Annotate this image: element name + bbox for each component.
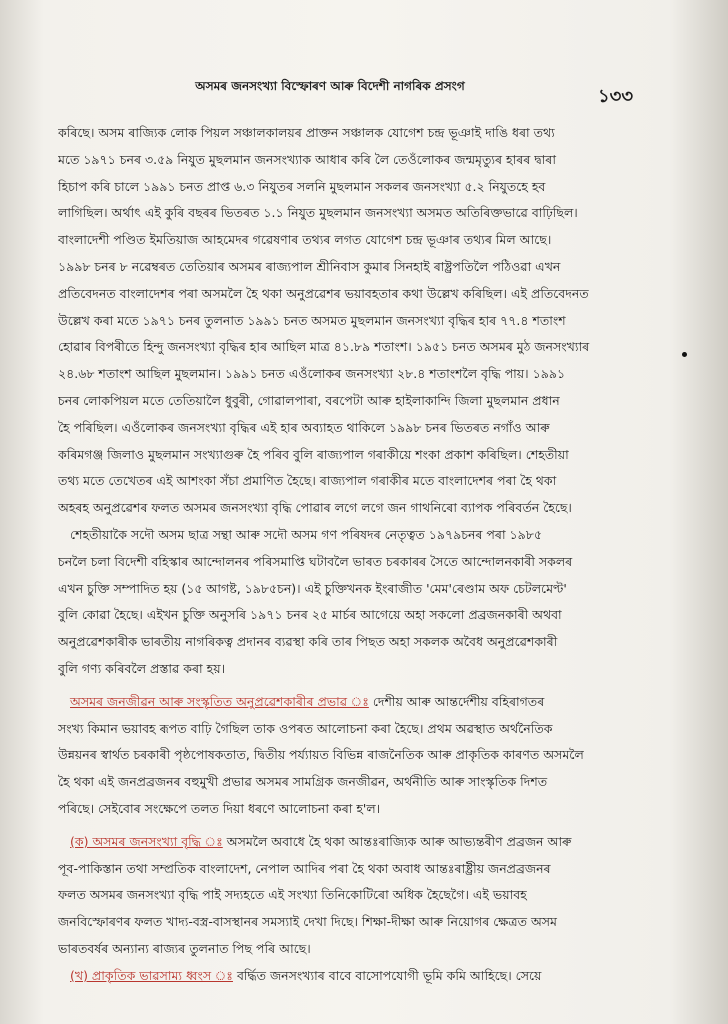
text-line: লাগিছিল। অৰ্থাৎ এই কুৰি বছৰৰ ভিতৰত ১.১ নিযুত মুছলমান জনসংখ্যা অসমত অতিৰিক্তভাৱে বাঢ়িছিল।: [58, 205, 578, 221]
ink-dot: [682, 352, 687, 357]
section-text: দেশীয় আৰু আন্তৰ্দেশীয় বহিৰাগতৰ: [368, 693, 545, 709]
text-line: প্ৰতিবেদনত বাংলাদেশৰ পৰা অসমলৈ হৈ থকা অনুপ্ৰৱেশৰ ভয়াবহতাৰ কথা উল্লেখ কৰিছিল। এই প্ৰতিবেদনত: [58, 285, 589, 301]
text-line: বুলি গণ্য কৰিবলৈ প্ৰস্তাৱ কৰা হয়।: [58, 660, 226, 676]
text-line: অহৰহ অনুপ্ৰৱেশৰ ফলত অসমৰ জনসংখ্যা বৃদ্ধি পোৱাৰ লগে লগে জন গাথনিৰো ব্যাপক পৰিবৰ্তন হৈছে।: [58, 500, 572, 516]
text-line: হিচাপ কৰি চালে ১৯৯১ চনত প্ৰাপ্ত ৬.৩ নিযুতৰ সলনি মুছলমান সকলৰ জনসংখ্যা ৫.২ নিযুতহে হব: [58, 178, 546, 194]
text-line: সংখ্য কিমান ভয়াবহ ৰূপত বাঢ়ি গৈছিল তাক ওপৰত আলোচনা কৰা হৈছে। প্ৰথম অৱস্থাত অৰ্থনৈতিক: [58, 720, 553, 736]
subsection-a-first-line: [58, 829, 664, 856]
text-line: বাংলাদেশী পণ্ডিত ইমতিয়াজ আহমেদৰ গৱেষণাৰ তথ্যৰ লগত যোগেশ চন্দ্ৰ ভূঞাৰ তথ্যৰ মিল আছে।: [58, 232, 552, 248]
text-line: উল্লেখ কৰা মতে ১৯৭১ চনৰ তুলনাত ১৯৯১ চনত অসমত মুছলমান জনসংখ্যা বৃদ্ধিৰ হাৰ ৭৭.৪ শতাংশ: [58, 312, 566, 328]
text-line: চনৰ লোকপিয়ল মতে তেতিয়ালৈ ধুবুৰী, গোৱালপাৰা, বৰপেটা আৰু হাইলাকান্দি জিলা মুছলমান প্ৰধান: [58, 392, 560, 408]
text-line: মতে ১৯৭১ চনৰ ৩.৫৯ নিযুত মুছলমান জনসংখ্যাক আধাৰ কৰি লৈ তেওঁলোকৰ জন্মমৃত্যুৰ হাৰৰ দ্বাৰা: [58, 151, 556, 167]
subsection-a-heading: (ক) অসমৰ জনসংখ্যা বৃদ্ধি ঃ: [70, 833, 223, 849]
page-body: [58, 120, 664, 990]
text-line: হৈ থকা এই জনপ্ৰব্ৰজনৰ বহুমুখী প্ৰভাৱ অসমৰ সামগ্ৰিক জনজীৱন, অৰ্থনীতি আৰু সাংস্কৃতিক দিশত: [58, 774, 548, 790]
section-heading: অসমৰ জনজীৱন আৰু সংস্কৃতিত অনুপ্ৰৱেশকাৰীৰ প্ৰভাৱ ঃ: [70, 693, 369, 709]
section-first-line: [58, 689, 664, 716]
text-line: বুলি কোৱা হৈছে। এইখন চুক্তি অনুসৰি ১৯৭১ চনৰ ২৫ মাৰ্চৰ আগেয়ে অহা সকলো প্ৰব্ৰজনকাৰী অথবা: [58, 607, 562, 623]
text-line: অনুপ্ৰৱেশকাৰীক ভাৰতীয় নাগৰিকত্ব প্ৰদানৰ ব্যৱস্থা কৰি তাৰ পিছত অহা সকলক অবৈধ অনুপ্ৰৱেশকাৰী: [58, 634, 558, 650]
text-line: ১৯৯৮ চনৰ ৮ নৱেম্বৰত তেতিয়াৰ অসমৰ ৰাজ্যপাল শ্ৰীনিবাস কুমাৰ সিনহাই ৰাষ্ট্ৰপতিলৈ পঠিওৱা এখন: [58, 258, 561, 274]
text-line: পূব-পাকিস্তান তথা সম্প্ৰতিক বাংলাদেশ, নেপাল আদিৰ পৰা হৈ থকা অবাধ আন্তঃৰাষ্ট্ৰীয় জনপ্ৰব্ৰজনৰ: [58, 860, 551, 876]
text-line: জনবিস্ফোৰণৰ ফলত খাদ্য-বস্ত্ৰ-বাসস্থানৰ সমস্যাই দেখা দিছে। শিক্ষা-দীক্ষা আৰু নিয়োগৰ ক্ষেত্ৰত অসম: [58, 914, 557, 930]
page-number: ১৩৩: [598, 86, 634, 107]
text-line: ফলত অসমৰ জনসংখ্যা বৃদ্ধি পাই সদ্যহতে এই সংখ্যা তিনিকোটিৰো অধিক হৈছেগৈ। এই ভয়াবহ: [58, 887, 527, 903]
subsection-b-text: বৰ্দ্ধিত জনসংখ্যাৰ বাবে বাসোপযোগী ভূমি কমি আহিছে। সেয়ে: [232, 967, 542, 983]
text-line: তথ্য মতে তেখেতৰ এই আশংকা সঁচা প্ৰমাণিত হৈছে। ৰাজ্যপাল গৰাকীৰ মতে বাংলাদেশৰ পৰা হৈ থকা: [58, 473, 557, 489]
text-line: কৰিমগঞ্জ জিলাও মুছলমান সংখ্যাগুৰু হৈ পৰিব বুলি ৰাজ্যপাল গৰাকীয়ে শংকা প্ৰকাশ কৰিছিল। শেহতীয়া: [58, 446, 569, 462]
text-line: হোৱাৰ বিপৰীতে হিন্দু জনসংখ্যা বৃদ্ধিৰ হাৰ আছিল মাত্ৰ ৪১.৮৯ শতাংশ। ১৯৫১ চনত অসমৰ মুঠ জনসংখ্যাৰ: [58, 339, 590, 355]
text-line: কৰিছে। অসম ৰাজ্যিক লোক পিয়ল সঞ্চালকালয়ৰ প্ৰাক্তন সঞ্চালক যোগেশ চন্দ্ৰ ভূঞাই দাঙি ধৰা তথ্য: [58, 125, 555, 140]
text-line: পৰিছে। সেইবোৰ সংক্ষেপে তলত দিয়া ধৰণে আলোচনা কৰা হ'ল।: [58, 800, 381, 816]
subsection-a-text: অসমলৈ অবাধে হৈ থকা আন্তঃৰাজ্যিক আৰু আভ্যন্তৰীণ প্ৰব্ৰজন আৰু: [222, 833, 572, 849]
subsection-b-first-line: [58, 963, 664, 990]
subsection-b-heading: (খ) প্ৰাকৃতিক ভাৱসাম্য ধ্বংস ঃ: [70, 967, 233, 983]
text-line: হৈ পৰিছিল। এওঁলোকৰ জনসংখ্যা বৃদ্ধিৰ এই হাৰ অব্যাহত থাকিলে ১৯৯৮ চনৰ ভিতৰত নগাঁও আৰু: [58, 419, 550, 435]
text-line: শেহতীয়াকৈ সদৌ অসম ছাত্ৰ সন্থা আৰু সদৌ অসম গণ পৰিষদৰ নেতৃত্বত ১৯৭৯চনৰ পৰা ১৯৮৫: [70, 526, 542, 542]
text-line: এখন চুক্তি সম্পাদিত হয় (১৫ আগষ্ট, ১৯৮৫চন)। এই চুক্তিখনক ইংৰাজীত 'মেম'ৰেণ্ডাম অফ চেটলমেণ্ট': [58, 580, 567, 596]
text-line: ২৪.৬৮ শতাংশ আছিল মুছলমান। ১৯৯১ চনত এওঁলোকৰ জনসংখ্যা ২৮.৪ শতাংশলৈ বৃদ্ধি পায়। ১৯৯১: [58, 366, 566, 382]
text-line: চনলৈ চলা বিদেশী বহিস্কাৰ আন্দোলনৰ পৰিসমাপ্তি ঘটাবলৈ ভাৰত চৰকাৰৰ সৈতে আন্দোলনকাৰী সকলৰ: [58, 553, 573, 569]
running-header: অসমৰ জনসংখ্যা বিস্ফোৰণ আৰু বিদেশী নাগৰিক প্ৰসংগ: [195, 79, 465, 93]
text-line: ভাৰতবৰ্ষৰ অন্যান্য ৰাজ্যৰ তুলনাত পিছ পৰি আছে।: [58, 940, 311, 956]
text-line: উন্নয়নৰ স্বাৰ্থত চৰকাৰী পৃষ্ঠপোষকতাত, দ্বিতীয় পৰ্য্যায়ত বিভিন্ন ৰাজনৈতিক আৰু প্ৰাকৃতিক কাৰণত অসমলৈ: [58, 747, 584, 763]
